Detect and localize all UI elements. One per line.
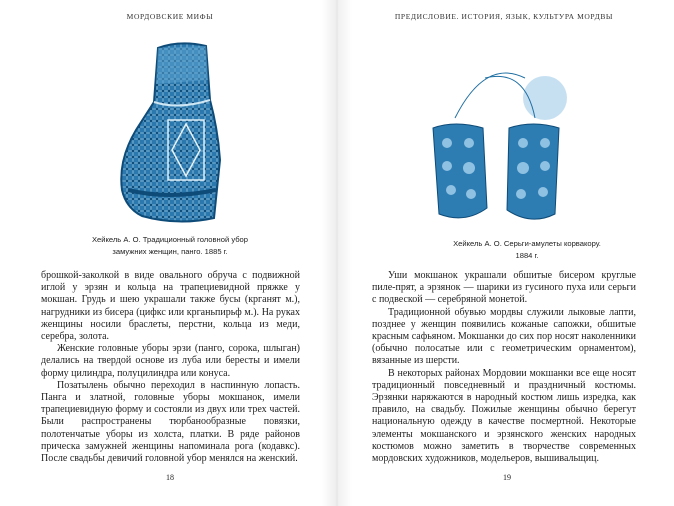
paragraph: Уши мокшанок украшали обшитые бисером круглые пиле-прят, а эрзянок — шарики из гусиного пуха или серьги с подвеской — серебряной монетой. bbox=[372, 270, 636, 306]
body-text bbox=[372, 270, 636, 465]
running-head: МОРДОВСКИЕ МИФЫ bbox=[126, 12, 214, 21]
paragraph: брошкой-заколкой в виде овального обруча с подвижной иглой у эрзян и кольца на трапециевидной пряжке у мокшан. Грудь и шею украшали также бусы (крганят м.), нагрудники из бисера (цифкс или крганьпирьф м.). На руках женщины носили браслеты, перстни, кольца из меди, серебра, золота. bbox=[41, 270, 300, 343]
paragraph: Женские головные уборы эрзи (панго, сорока, шлыган) делались на твердой основе из луба или бересты и имели форму цилиндра, полуцилиндра или конуса. bbox=[41, 343, 300, 379]
caption-line: замужних женщин, панго. 1885 г. bbox=[112, 247, 228, 256]
body-text bbox=[41, 270, 300, 465]
paragraph: Позатылень обычно переходил в наспинную лопасть. Панга и златной, головные уборы мокшанок, имели трапециевидную форму и состояли из двух или трех частей. Были распространены тюрбанообразные повязки, полотенчатые уборы из холста, платки. В ряде районов прическа замужней женщины напоминала рога (кодавкс). После свадьбы девичий головной убор менялся на женский. bbox=[41, 379, 300, 465]
caption-line: 1884 г. bbox=[515, 251, 539, 260]
figure-caption bbox=[407, 238, 647, 262]
running-head: ПРЕДИСЛОВИЕ. ИСТОРИЯ, ЯЗЫК, КУЛЬТУРА МОРДВЫ bbox=[394, 12, 614, 21]
book-gutter-shadow bbox=[322, 0, 352, 506]
paragraph: Традиционной обувью мордвы служили лыковые лапти, позднее у женщин появились кожаные сапожки, обшитые красным сафьяном. Мокшанки до сих пор носят наколенники (обычно полосатые или с геометрическим орнаментом), вязанные из шерсти. bbox=[372, 306, 636, 367]
earrings-illustration bbox=[425, 58, 575, 230]
right-page bbox=[337, 0, 674, 506]
page-number: 18 bbox=[166, 473, 174, 482]
page-number: 19 bbox=[503, 473, 511, 482]
paragraph: В некоторых районах Мордовии мокшанки все еще носят традиционный повседневный и праздничный костюмы. Эрзянки наряжаются в народный костюм лишь изредка, как правило, на свадьбу. Пожилые женщины обычно берегут национальную одежду в качестве посмертной. Некоторые элементы мокшанского и эрзянского женских народных костюмов можно заметить в творчестве современных мордовских художников, модельеров, вышивальщиц. bbox=[372, 367, 636, 465]
caption-line: Хейкель А. О. Традиционный головной убор bbox=[91, 235, 249, 244]
headdress-illustration bbox=[118, 40, 230, 228]
figure-caption bbox=[60, 234, 280, 258]
caption-line: Хейкель А. О. Серьги-амулеты корвакору. bbox=[453, 239, 601, 248]
